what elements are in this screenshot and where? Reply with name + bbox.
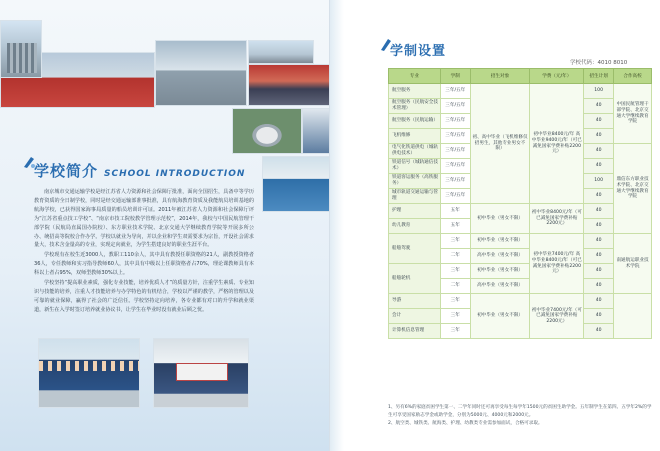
plan-cell: 40 bbox=[584, 114, 614, 129]
note-item: 2、航空类、城铁类、航海类、护理、幼教类专业需参加面试，合格可录取。 bbox=[388, 421, 543, 426]
target-cell: 初中毕业（男女不限） bbox=[470, 204, 530, 234]
partner-cell: 鼎信东方职业技术学院、北京交通大学继续教育学院 bbox=[614, 144, 652, 234]
years-cell: 三年 bbox=[440, 264, 470, 279]
major-cell: 计算机信息管理 bbox=[389, 324, 441, 339]
flight-attendants-photo bbox=[38, 338, 140, 408]
plan-cell: 40 bbox=[584, 204, 614, 219]
signing-ceremony-photo bbox=[153, 338, 249, 408]
tuition-cell: 初中毕业8400元/年 高中毕业9400元/年（可已减免国家学费补贴2200元） bbox=[530, 84, 584, 204]
campus-aerial-photo bbox=[232, 108, 302, 154]
right-page bbox=[330, 0, 660, 451]
years-cell: 三年/五年 bbox=[440, 189, 470, 204]
table-row bbox=[389, 234, 652, 249]
table-row bbox=[389, 294, 652, 309]
table-header: 招生计划 bbox=[584, 69, 614, 84]
major-cell: 电气化铁道供电（城轨供电技术） bbox=[389, 144, 441, 159]
major-cell: 船舶驾驶 bbox=[389, 234, 441, 264]
table-notes bbox=[388, 404, 652, 428]
lecture-hall-photo bbox=[262, 156, 330, 212]
years-cell: 三年/五年 bbox=[440, 114, 470, 129]
table-header: 学制 bbox=[440, 69, 470, 84]
intro-paragraph: 学校坚持“提高职业素质，强化专业技能，培养优质人才”的质量方针，注重学生素质、专业知识与技能的培养，注重人才技能培养与办学特色的有机结合，学校以严谨的教学，严格的管理以及可靠的就业保障，赢得了社会的广泛信任。学校坚持定向培养，各专业都有对口的升学和就业渠道，新生在入学时签订培养就业协议书，让学生在毕业时没有就业后顾之忧。 bbox=[34, 280, 254, 313]
classroom-photo bbox=[302, 108, 330, 154]
target-cell: 初、高中毕业（飞机维修仅招男生，其他专业男女不限） bbox=[470, 84, 530, 204]
plan-cell: 40 bbox=[584, 219, 614, 234]
intro-paragraph: 南京城市交通运输学校是经江苏省人力资源和社会保障厅批准，面向全国招生，具备中等学历教育资质的全日制学校，同时是经交通运输部准事批准，具有航海教育资质及我能航员培训基地的航海学校，已获得国家海事局质量的船员培训许可证。2011年被江苏省人力资源和社会保障厅评为“江苏省重点技工学校”、“南京市技工院校教学管理示范校”，2014年，我校与中国民航管理干部学院（民航局直属国办院校）、东方职业技术学院、北京交通大学继续教育学院等开展多所公办、统招高等院校合作办学。学校以就业为导向，并以企业和学生双需要求为宗旨，开设社会需求量大，技术含金量高的专业，实现定向就业，为学生搭建良好的职业生涯平台。 bbox=[34, 189, 254, 249]
plan-cell: 40 bbox=[584, 159, 614, 174]
program-table bbox=[388, 68, 652, 339]
years-cell: 五年 bbox=[440, 219, 470, 234]
years-cell: 三年 bbox=[440, 324, 470, 339]
table-row bbox=[389, 264, 652, 279]
years-cell: 三年/五年 bbox=[440, 129, 470, 144]
years-cell: 三年 bbox=[440, 294, 470, 309]
major-cell: 铁道信号（城轨通信技术） bbox=[389, 159, 441, 174]
table-header: 招生对象 bbox=[470, 69, 530, 84]
program-title: 学制设置 bbox=[390, 44, 447, 59]
years-cell: 三年/五年 bbox=[440, 159, 470, 174]
major-cell: 铁道客运服务（高铁服务） bbox=[389, 174, 441, 189]
tuition-cell: 初中毕业7400元/年（可已减免国家学费补贴2200元） bbox=[530, 294, 584, 339]
school-intro-title-en: SCHOOL INTRODUCTION bbox=[104, 169, 246, 179]
years-cell: 三年/五年 bbox=[440, 144, 470, 159]
students-crowd-photo bbox=[248, 64, 330, 106]
drill-photo bbox=[155, 40, 247, 106]
years-cell: 三年/五年 bbox=[440, 84, 470, 99]
major-cell: 城市轨道交通运输与管理 bbox=[389, 189, 441, 204]
major-cell: 船舶轮机 bbox=[389, 264, 441, 294]
school-intro-title: 学校简介 bbox=[34, 162, 99, 180]
page-edge-decoration bbox=[330, 0, 344, 451]
table-header: 学费（元/年） bbox=[530, 69, 584, 84]
table-row bbox=[389, 204, 652, 219]
plan-cell: 40 bbox=[584, 294, 614, 309]
table-header: 专业 bbox=[389, 69, 441, 84]
years-cell: 三年/五年 bbox=[440, 99, 470, 114]
years-cell: 三年/五年 bbox=[440, 174, 470, 189]
major-cell: 飞机维修 bbox=[389, 129, 441, 144]
plan-cell: 40 bbox=[584, 279, 614, 294]
table-row bbox=[389, 84, 652, 99]
table-header: 合作高校 bbox=[614, 69, 652, 84]
school-intro-heading bbox=[34, 160, 245, 181]
target-cell: 初中毕业（男女不限） bbox=[470, 234, 530, 249]
years-cell: 五年 bbox=[440, 204, 470, 219]
partner-cell bbox=[614, 294, 652, 339]
plan-cell: 40 bbox=[584, 264, 614, 279]
years-cell: 二年 bbox=[440, 249, 470, 264]
partner-cell: 中国民航管理干部学院、北京交通大学继续教育学院 bbox=[614, 84, 652, 144]
major-cell: 护理 bbox=[389, 204, 441, 219]
target-cell: 高中毕业（男女不限） bbox=[470, 279, 530, 294]
note-item: 1、另有6%的家庭贫困学生第一、二学年同时还可再享受每生每学年1500元的贫困生助学金。五年制学生在第四、五学年2%的学生可享受国家励志学金或助学金，分别为5000元、4000元和2000元。 bbox=[388, 405, 652, 418]
tuition-cell: 初中毕业7400元/年 高中毕业8400元/年（可已减免国家学费补贴2200元） bbox=[530, 234, 584, 294]
major-cell: 航空服务（民航安全技术管理） bbox=[389, 99, 441, 114]
partner-cell: 南通航运职业技术学院 bbox=[614, 234, 652, 294]
target-cell: 初中毕业（男女不限） bbox=[470, 264, 530, 279]
plan-cell: 40 bbox=[584, 144, 614, 159]
years-cell: 二年 bbox=[440, 279, 470, 294]
target-cell: 高中毕业（男女不限） bbox=[470, 249, 530, 264]
target-cell: 初中毕业（男女不限） bbox=[470, 294, 530, 339]
years-cell: 三年 bbox=[440, 234, 470, 249]
plan-cell: 100 bbox=[584, 174, 614, 189]
plan-cell: 40 bbox=[584, 249, 614, 264]
program-heading bbox=[390, 40, 446, 59]
major-cell: 会计 bbox=[389, 309, 441, 324]
intro-paragraph: 学校现有在校生近3000人，教职工110余人，其中具有教授任职资格的21人，副教授资格者36人，专任教师和实习指导教师60人，其中具有中级以上任职资格者占70%，理论课教师具有本科以上者占95%，双师型教师30%以上。 bbox=[34, 252, 254, 277]
campus-buildings-photo bbox=[248, 40, 314, 64]
plan-cell: 40 bbox=[584, 129, 614, 144]
plan-cell: 40 bbox=[584, 309, 614, 324]
plan-cell: 100 bbox=[584, 84, 614, 99]
campus-building-photo bbox=[0, 20, 42, 78]
plan-cell: 40 bbox=[584, 99, 614, 114]
tuition-cell: 初中毕业8400元/年（可已减免国家学费补贴2200元） bbox=[530, 204, 584, 234]
major-cell: 导游 bbox=[389, 294, 441, 309]
major-cell: 航空服务（民航运输） bbox=[389, 114, 441, 129]
school-intro-text bbox=[34, 188, 254, 316]
years-cell: 三年 bbox=[440, 309, 470, 324]
school-code: 学校代码：4010 8010 bbox=[570, 60, 628, 66]
major-cell: 航空服务 bbox=[389, 84, 441, 99]
plan-cell: 40 bbox=[584, 189, 614, 204]
plan-cell: 40 bbox=[584, 234, 614, 249]
major-cell: 幼儿教育 bbox=[389, 219, 441, 234]
plan-cell: 40 bbox=[584, 324, 614, 339]
